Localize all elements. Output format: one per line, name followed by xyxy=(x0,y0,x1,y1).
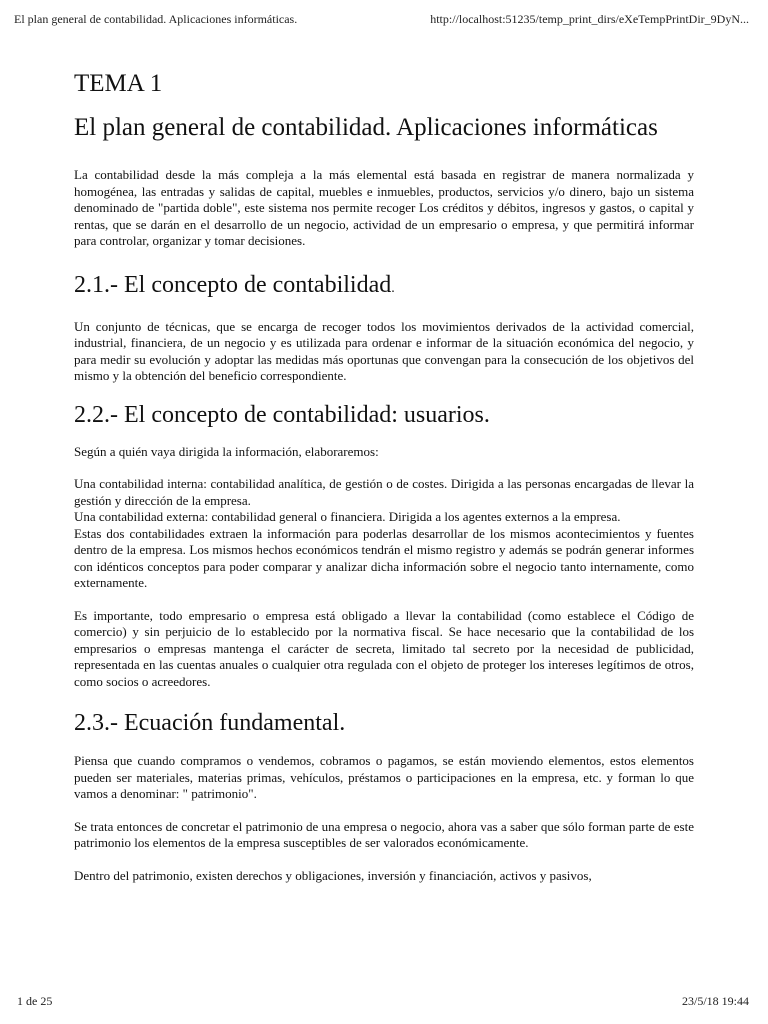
print-datetime: 23/5/18 19:44 xyxy=(681,994,749,1008)
list-item-internal xyxy=(74,476,694,509)
section-heading-2-1 xyxy=(74,270,694,304)
tema-heading: TEMA 1 xyxy=(74,70,163,97)
section-2-2-paragraph-3: Es importante, todo empresario o empresa está obligado a llevar la contabilidad (como establece el Código de comercio) y sin perjuicio de lo establecido por la normativa fiscal. Se hace necesario que la contabilidad de los empresarios o empresas mantenga el carácter de secreta, limitado tal secreto por la necesidad de publicidad, representada en las cuentas anuales o cualquier otra regulada con el objeto de proteger los intereses legítimos de otros, como socios o acreedores. xyxy=(74,607,694,689)
section-heading-2-1-text: 2.1.- El concepto de contabilidad xyxy=(74,271,392,298)
print-url[interactable]: http://localhost:51235/temp_print_dirs/eXeTempPrintDir_9DyN... xyxy=(430,12,749,26)
page-of: de 25 xyxy=(26,994,53,1008)
list-item-internal-text: Una contabilidad interna: contabilidad analítica, de gestión o de costes. Dirigida a las personas encargadas de llevar la gestión y dirección de la empresa. xyxy=(74,476,694,508)
section-heading-2-3: 2.3.- Ecuación fundamental. xyxy=(74,710,346,736)
list-item-external xyxy=(74,509,694,526)
section-2-2-intro: Según a quién vaya dirigida la información, elaboraremos: xyxy=(74,443,379,459)
list-item-external-text: Una contabilidad externa: contabilidad general o financiera. Dirigida a los agentes externos a la empresa. xyxy=(74,509,621,524)
page-number: 1 xyxy=(17,994,23,1008)
section-heading-2-1-dot: . xyxy=(391,280,395,296)
section-2-1-paragraph: Un conjunto de técnicas, que se encarga de recoger todos los movimientos derivados de la actividad comercial, industrial, financiera, de un negocio y es utilizada para ordenar e informar de la situación económica del negocio, y para medir su evolución y adoptar las medidas más oportunas que convengan para la consecución de los objetivos del mismo y la obtención del beneficio correspondiente. xyxy=(74,318,694,383)
page-counter xyxy=(17,994,52,1009)
page-title: El plan general de contabilidad. Aplicaciones informáticas xyxy=(74,114,658,141)
section-2-2-paragraph-2: Estas dos contabilidades extraen la información para poderlas desarrollar de los mismos acontecimientos y fuentes dentro de la empresa. Los mismos hechos económicos tendrán el mismo registro y además se podrán generar informes con idénticos conceptos para poder comparar y analizar dicha información sobre el negocio tanto internamente, como externamente. xyxy=(74,525,694,590)
section-2-3-paragraph-2: Se trata entonces de concretar el patrimonio de una empresa o negocio, ahora vas a saber que sólo forman parte de este patrimonio los elementos de la empresa susceptibles de ser valorados económicamente. xyxy=(74,818,694,850)
document-body xyxy=(74,62,694,884)
intro-paragraph: La contabilidad desde la más compleja a la más elemental está basada en registrar de manera normalizada y homogénea, las entradas y salidas de capital, muebles e inmuebles, productos, servicios y/o dinero, bajo un sistema denominado de "partida doble", este sistema nos permite recoger Los créditos y débitos, ingresos y gastos, o capital y rentas, que se darán en el desarrollo de un negocio, actividad de un empresario o empresa, y que permitirá informar para controlar, organizar y tomar decisiones. xyxy=(74,167,694,248)
print-header xyxy=(0,0,768,40)
section-2-3-paragraph-3: Dentro del patrimonio, existen derechos y obligaciones, inversión y financiación, activos y pasivos, xyxy=(74,867,592,883)
section-2-3-paragraph-1: Piensa que cuando compramos o vendemos, cobramos o pagamos, se están moviendo elementos, estos elementos pueden ser materiales, materias primas, vehículos, préstamos o participaciones en la empresa, etc. y forman lo que vamos a denominar: " patrimonio". xyxy=(74,753,694,801)
print-doc-title: El plan general de contabilidad. Aplicaciones informáticas. xyxy=(14,12,298,26)
print-footer xyxy=(0,990,768,1020)
section-heading-2-2: 2.2.- El concepto de contabilidad: usuarios. xyxy=(74,401,490,428)
